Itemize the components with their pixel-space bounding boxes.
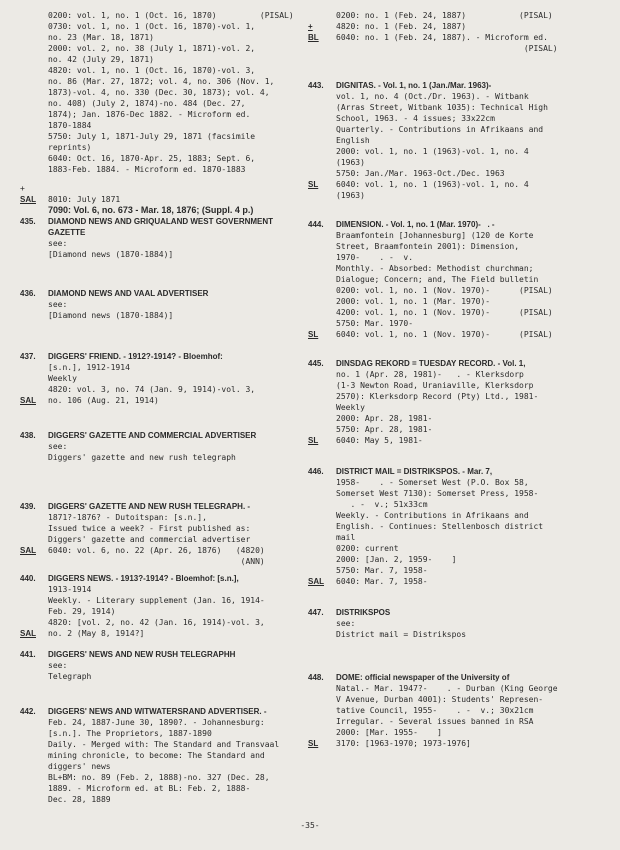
entry-line: 2000: vol. 1, no. 1 (Mar. 1970)- [336,297,491,306]
catalogue-entry [20,351,300,406]
entry-number: 447. [308,608,324,617]
catalogue-entry [20,706,300,805]
holding-line: 6040: Oct. 16, 1870-Apr. 25, 1883; Sept. 6, [48,154,256,163]
entry-line: Somerset West 7130): Somerset Press, 1958- [336,489,539,498]
plus-mark: + [20,184,25,193]
catalogue-entry [308,466,608,587]
entry-line: (1-3 Newton Road, Uraniaville, Klerksdorp [336,381,534,390]
entry-line: Daily. - Merged with: The Standard and Transvaal [48,740,280,749]
entry-line: School, 1963. - 4 issues; 33x22cm [336,114,495,123]
holding-line: (PISAL) [336,44,558,53]
entry-line: 4200: vol. 1, no. 1 (Nov. 1970)- (PISAL) [336,308,553,317]
entry-line: see: [48,300,68,309]
entry-title: DIGGERS' NEWS AND NEW RUSH TELEGRAPHH [48,650,236,659]
catalogue-entry [20,501,300,567]
entry-line: 0200: current [336,544,399,553]
library-mark: SAL [308,577,324,586]
entry-line: 5750: Apr. 28, 1981- [336,425,433,434]
entry-number: 436. [20,289,36,298]
entry-line: Monthly. - Absorbed: Methodist churchman; [336,264,534,273]
entry-number: 444. [308,220,324,229]
entry-line: mining chronicle, to become: The Standard and [48,751,265,760]
entry-line: 1970- . - v. [336,253,414,262]
entry-line: 2000: vol. 1, no. 1 (1963)-vol. 1, no. 4 [336,147,529,156]
entry-line: Telegraph [48,672,92,681]
entry-line: no. 2 (May 8, 1914?] [48,629,145,638]
entry-line: (ANN) [48,557,265,566]
entry-line: 2000: [Mar. 1955- ] [336,728,442,737]
holding-line: 2000: vol. 2, no. 38 (July 1, 1871)-vol. 2, [48,44,256,53]
entry-title: DISTRIKSPOS [336,608,391,617]
entry-line: 6040: May 5, 1981- [336,436,423,445]
holding-line: reprints) [48,143,92,152]
catalogue-entry [20,288,300,321]
catalogue-entry [308,607,608,640]
entry-line: Weekly [336,403,365,412]
entry-line: 0200: vol. 1, no. 1 (Nov. 1970)- (PISAL) [336,286,553,295]
library-mark: SL [308,739,319,748]
library-mark: SL [308,436,319,445]
entry-line: Feb. 29, 1914) [48,607,116,616]
entry-line: [Diamond news (1870-1884)] [48,311,174,320]
entry-title: DIGNITAS. - Vol. 1, no. 1 (Jan./Mar. 1963)- [336,81,492,90]
library-mark: SL [308,180,319,189]
entry-line: Feb. 24, 1887-June 30, 1890?. - Johannesburg: [48,718,265,727]
entry-line: Weekly. - Literary supplement (Jan. 16, 1914- [48,596,265,605]
holding-line: 4820: vol. 1, no. 1 (Oct. 16, 1870)-vol. 3, [48,66,256,75]
entry-line: 6040: vol. 1, no. 1 (Nov. 1970)- (PISAL) [336,330,553,339]
holding-line: no. 23 (Mar. 18, 1871) [48,33,154,42]
holding-line: 1883-Feb. 1884. - Microform ed. 1870-1883 [48,165,246,174]
entry-line: Irregular. - Several issues banned in RSA [336,717,534,726]
entry-line: Natal.- Mar. 1947?- . - Durban (King George [336,684,558,693]
entry-line: 6040: vol. 6, no. 22 (Apr. 26, 1876) (4820) [48,546,265,555]
holding-line: 8010: July 1871 [48,195,121,204]
entry-title: DIGGERS' FRIEND. - 1912?-1914? - Bloemhof: [48,352,223,361]
entry-line: (1963) [336,158,365,167]
holding-line: 6040: no. 1 (Feb. 24, 1887). - Microform ed. [336,33,548,42]
entry-line: . - v.; 51x33cm [336,500,428,509]
library-mark: SAL [20,195,36,204]
entry-line: District mail = Distrikspos [336,630,467,639]
continuation-block [308,10,608,54]
entry-line: 6040: vol. 1, no. 1 (1963)-vol. 1, no. 4 [336,180,529,189]
entry-title: DOME: official newspaper of the University of [336,673,510,682]
entry-number: 446. [308,467,324,476]
holding-line: no. 86 (Mar. 27, 1872; vol. 4, no. 306 (Nov. 1, [48,77,275,86]
library-mark: + [308,22,313,31]
entry-line: 5750: Mar. 7, 1958- [336,566,428,575]
entry-title: DIGGERS NEWS. - 1913?-1914? - Bloemhof: [s.n.], [48,574,239,583]
entry-title: DIMENSION. - Vol. 1, no. 1 (Mar. 1970)- . - [336,220,495,229]
holding-line: 0200: no. 1 (Feb. 24, 1887) (PISAL) [336,11,553,20]
page-number: -35- [300,821,320,830]
entry-title: DINSDAG REKORD = TUESDAY RECORD. - Vol. 1, [336,359,526,368]
entry-line: Diggers' gazette and commercial advertiser [48,535,251,544]
entry-number: 445. [308,359,324,368]
entry-title: DIGGERS' NEWS AND WITWATERSRAND ADVERTISER. - [48,707,267,716]
entry-line: 4820: vol. 3, no. 74 (Jan. 9, 1914)-vol. 3, [48,385,256,394]
entry-line: Street, Braamfontein 2001): Dimension, [336,242,520,251]
entry-line: no. 1 (Apr. 28, 1981)- . - Klerksdorp [336,370,524,379]
library-mark: BL [308,33,319,42]
entry-line: no. 106 (Aug. 21, 1914) [48,396,159,405]
entry-line: [s.n.]. The Proprietors, 1887-1890 [48,729,212,738]
catalogue-entry [20,430,300,463]
entry-line: 5750: Jan./Mar. 1963-Oct./Dec. 1963 [336,169,505,178]
entry-line: Dialogue; Concern; and, The Field bulletin [336,275,539,284]
entry-title: DISTRICT MAIL = DISTRIKSPOS. - Mar. 7, [336,467,493,476]
holding-line: no. 408) (July 2, 1874)-no. 484 (Dec. 27, [48,99,246,108]
holding-line: 4820: no. 1 (Feb. 24, 1887) [336,22,467,31]
entry-number: 443. [308,81,324,90]
entry-line: Weekly [48,374,77,383]
entry-line: 1871?-1876? - Dutoitspan: [s.n.], [48,513,207,522]
handwritten-holding-note: 7090: Vol. 6, no. 673 - Mar. 18, 1876; (Suppl. 4 p.) [48,205,254,215]
holding-line: 1870-1884 [48,121,92,130]
entry-line: BL+BM: no. 89 (Feb. 2, 1888)-no. 327 (Dec. 28, [48,773,270,782]
entry-line: Braamfontein [Johannesburg] (120 de Korte [336,231,534,240]
entry-line: (Arras Street, Witbank 1035): Technical High [336,103,548,112]
catalogue-entry [308,219,608,340]
holding-line: 1873)-vol. 4, no. 330 (Dec. 30, 1873); vol. 4, [48,88,270,97]
entry-line: [Diamond news (1870-1884)] [48,250,174,259]
left-column [20,10,300,805]
entry-line: 2570): Klerksdorp Record (Pty) Ltd., 1981- [336,392,539,401]
entry-line: diggers' news [48,762,111,771]
continuation-block [20,10,300,175]
entry-line: Diggers' gazette and new rush telegraph [48,453,236,462]
catalogue-entry [308,672,608,749]
entry-line: 4820: [vol. 2, no. 42 (Jan. 16, 1914)-vol. 3, [48,618,265,627]
entry-number: 438. [20,431,36,440]
entry-title: DIAMOND NEWS AND VAAL ADVERTISER [48,289,209,298]
entry-line: mail [336,533,356,542]
entry-line: Quarterly. - Contributions in Afrikaans and [336,125,544,134]
entry-line: Weekly. - Contributions in Afrikaans and [336,511,529,520]
entry-line: see: [48,442,68,451]
entry-line: 5750: Mar. 1970- [336,319,414,328]
holding-line: 1874); Jan. 1876-Dec 1882. - Microform ed. [48,110,251,119]
entry-title: DIGGERS' GAZETTE AND COMMERCIAL ADVERTISER [48,431,257,440]
entry-line: [s.n.], 1912-1914 [48,363,130,372]
holding-line: 0730: vol. 1, no. 1 (Oct. 16, 1870)-vol. 1, [48,22,256,31]
catalogue-entry [20,573,300,639]
entry-number: 442. [20,707,36,716]
entry-line: see: [48,239,68,248]
entry-line: see: [48,661,68,670]
holding-line: 5750: July 1, 1871-July 29, 1871 (facsimile [48,132,256,141]
entry-line: 2000: Apr. 28, 1981- [336,414,433,423]
entry-line: tative Council, 1955- . - v.; 30x21cm [336,706,534,715]
entry-line: English. - Continues: Stellenbosch district [336,522,544,531]
entry-number: 435. [20,217,36,226]
right-column [308,10,608,749]
entry-line: Dec. 28, 1889 [48,795,111,804]
catalogue-entry [20,216,300,260]
entry-line: (1963) [336,191,365,200]
library-mark: SL [308,330,319,339]
entry-title: DIGGERS' GAZETTE AND NEW RUSH TELEGRAPH. - [48,502,251,511]
entry-number: 441. [20,650,36,659]
library-mark: SAL [20,546,36,555]
entry-line: 1889. - Microform ed. at BL: Feb. 2, 1888- [48,784,251,793]
library-mark: SAL [20,396,36,405]
entry-line: 3170: [1963-1970; 1973-1976] [336,739,471,748]
holding-line: 0200: vol. 1, no. 1 (Oct. 16, 1870) (PISAL) [48,11,294,20]
entry-line: Issued twice a week? - First published as: [48,524,251,533]
entry-number: 437. [20,352,36,361]
entry-line: see: [336,619,356,628]
entry-number: 439. [20,502,36,511]
entry-number: 440. [20,574,36,583]
sal-holding [20,183,300,205]
entry-line: vol. 1, no. 4 (Oct./Dr. 1963). - Witbank [336,92,529,101]
entry-line: 1958- . - Somerset West (P.O. Box 58, [336,478,529,487]
entry-line: 6040: Mar. 7, 1958- [336,577,428,586]
catalogue-entry [20,649,300,682]
entry-line: 1913-1914 [48,585,92,594]
catalogue-entry [308,80,608,201]
catalogue-entry [308,358,608,446]
entry-line: 2000: [Jan. 2, 1959- ] [336,555,457,564]
holding-line: no. 42 (July 29, 1871) [48,55,154,64]
library-mark: SAL [20,629,36,638]
entry-title: DIAMOND NEWS AND GRIQUALAND WEST GOVERNMENT [48,217,274,226]
entry-line: V Avenue, Durban 4001): Students' Represen- [336,695,544,704]
entry-line: English [336,136,370,145]
entry-title: GAZETTE [48,228,86,237]
entry-number: 448. [308,673,324,682]
